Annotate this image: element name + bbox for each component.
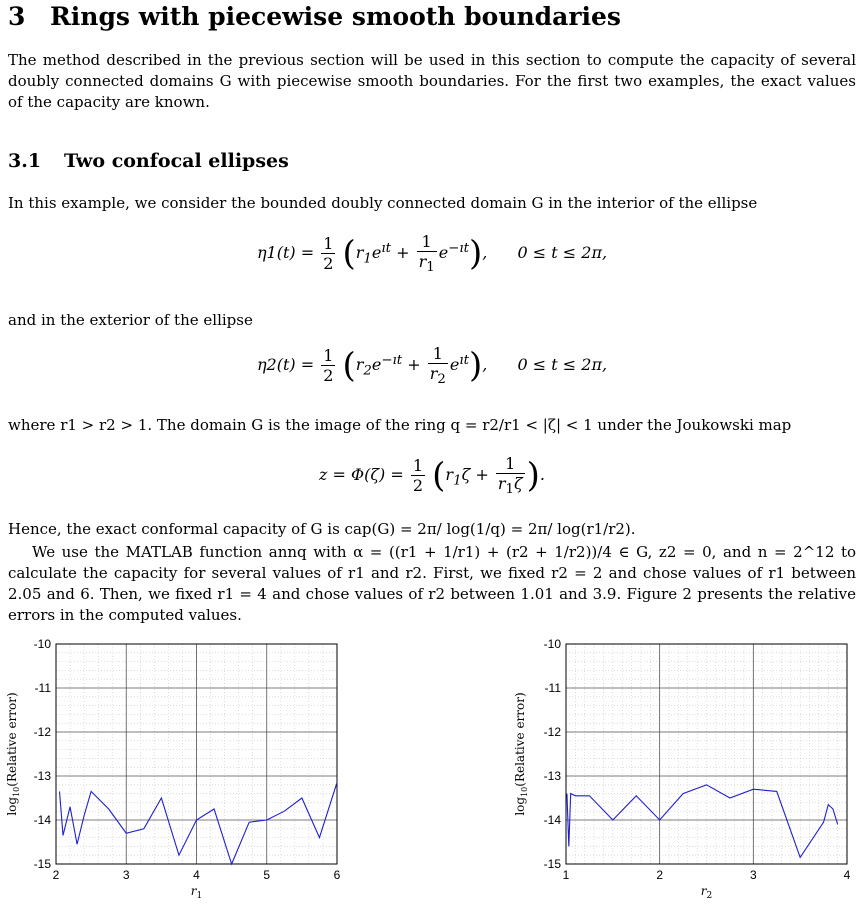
half-fraction: $\frac{1}{2}$: [412, 456, 424, 496]
equation-joukowski-lhs: z = Φ(ζ) =: [319, 465, 409, 485]
intro-paragraph: The method described in the previous section will be used in this section to compute the capacity of several doubly connected domains G with piecewise smooth boundaries. For the first two examples, the exact values of the capacity are known.: [8, 51, 856, 111]
y-axis-label: $\log_{10}(Relative$ error): [513, 692, 529, 816]
half-fraction: $\frac{1}{2}$: [323, 346, 334, 386]
equation-eta1-lhs: η1(t) =: [256, 243, 320, 263]
x-tick-label: 2: [656, 868, 664, 882]
y-tick-label: -12: [543, 725, 561, 739]
chart-r2-relative-error: [508, 632, 858, 910]
y-tick-label: -10: [543, 637, 561, 651]
paragraph-5: We use the MATLAB function annq with α = ((r1 + 1/r1) + (r2 + 1/r2))/4 ∈ G, z2 = 0, and n = 2^12 to calculate the capacity for several values of r1 and r2. First, we fixed r2 = 2 and chose values of r1 between 2.05 and 6. Then, we fixed r1 = 4 and chose values of r2 between 1.01 and 3.9. Figure 2 presents the relative errors in the computed values.: [8, 543, 856, 624]
y-tick-label: -15: [33, 857, 51, 871]
y-tick-label: -12: [33, 725, 51, 739]
chart-r1-relative-error: [0, 632, 350, 910]
paragraph-3: where r1 > r2 > 1. The domain G is the image of the ring q = r2/r1 < |ζ| < 1 under the Joukowski map: [8, 416, 792, 434]
y-tick-label: -11: [34, 681, 51, 695]
equation-eta2-range: 0 ≤ t ≤ 2π,: [517, 355, 608, 375]
y-axis-label: $\log_{10}(Relative$ error): [5, 692, 21, 816]
inverse-r1-fraction: $\frac{1}{r_1}$: [418, 232, 435, 276]
equation-eta1: η1(t) = $\frac{1}{2}$ ($r_1e^{ıt}$ + $\frac{1}{r_1}$ $e^{-ıt}$), 0 ≤ t ≤ 2π,: [256, 232, 608, 276]
section-title: Rings with piecewise smooth boundaries: [50, 2, 622, 31]
y-tick-label: -11: [544, 681, 561, 695]
section-heading: [8, 2, 621, 31]
x-tick-label: 6: [333, 868, 341, 882]
x-axis-label: $r_2$: [700, 884, 713, 901]
y-tick-label: -10: [33, 637, 51, 651]
y-tick-label: -13: [543, 769, 561, 783]
y-tick-label: -14: [543, 813, 561, 827]
plot-right: [508, 632, 858, 910]
y-tick-label: -14: [33, 813, 51, 827]
paragraph-4: Hence, the exact conformal capacity of G is cap(G) = 2π/ log(1/q) = 2π/ log(r1/r2).: [8, 520, 636, 538]
equation-eta2-lhs: η2(t) =: [256, 355, 320, 375]
x-tick-label: 4: [843, 868, 851, 882]
x-tick-label: 3: [749, 868, 757, 882]
plot-left: [0, 632, 350, 910]
equation-eta2: η2(t) = $\frac{1}{2}$ ($r_2e^{-ıt}$ + $\frac{1}{r_2}$ $e^{ıt}$), 0 ≤ t ≤ 2π,: [256, 344, 608, 388]
subsection-title: Two confocal ellipses: [64, 150, 289, 172]
half-fraction: $\frac{1}{2}$: [323, 234, 334, 274]
x-tick-label: 3: [122, 868, 130, 882]
paragraph-1: In this example, we consider the bounded doubly connected domain G in the interior of the ellipse: [8, 194, 758, 212]
series-line: [60, 783, 337, 864]
x-tick-label: 1: [562, 868, 570, 882]
inverse-r1-zeta-fraction: $\frac{1}{r_1\zeta}$: [497, 454, 523, 498]
subsection-number: 3.1: [8, 150, 42, 172]
subsection-heading: [8, 150, 289, 172]
equation-joukowski: z = Φ(ζ) = $\frac{1}{2}$ ($r_1\zeta$ + $\frac{1}{r_1\zeta}$ ).: [319, 454, 545, 498]
y-tick-label: -13: [33, 769, 51, 783]
paragraph-2: and in the exterior of the ellipse: [8, 311, 253, 329]
equation-eta1-range: 0 ≤ t ≤ 2π,: [517, 243, 608, 263]
x-tick-label: 4: [193, 868, 200, 882]
x-tick-label: 2: [52, 868, 60, 882]
y-tick-label: -15: [543, 857, 561, 871]
x-axis-label: $r_1$: [190, 884, 203, 901]
x-tick-label: 5: [263, 868, 271, 882]
inverse-r2-fraction: $\frac{1}{r_2}$: [429, 344, 446, 388]
section-number: 3: [8, 2, 26, 31]
